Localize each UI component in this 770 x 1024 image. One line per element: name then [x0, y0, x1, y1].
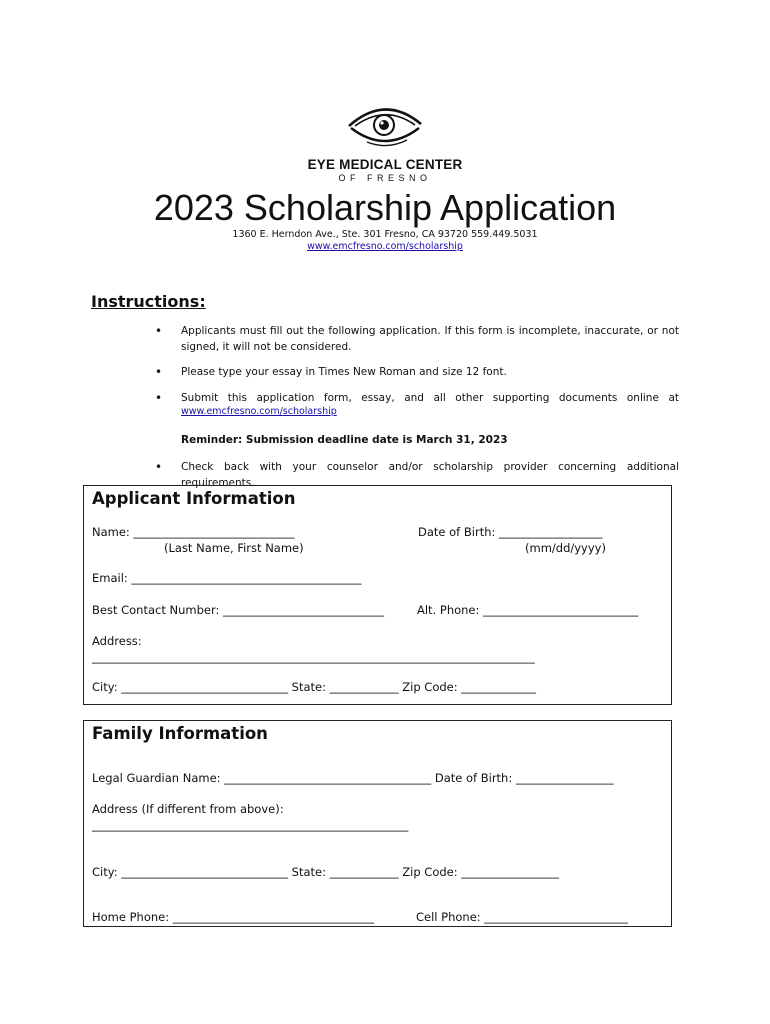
family-city-state-zip-field[interactable]: City: _____________________________ State: ____________ Zip Code: _________________	[92, 865, 560, 879]
city-state-zip-field[interactable]: City: _____________________________ State: ____________ Zip Code: _____________	[92, 680, 537, 694]
reminder-text: Reminder: Submission deadline date is March 31, 2023	[181, 434, 508, 446]
instruction-item-1: Applicants must fill out the following application. If this form is incomplete, inaccurate, or not signed, it will not be considered.	[181, 325, 679, 353]
instructions-heading: Instructions:	[91, 292, 206, 311]
bullet-3: •	[155, 391, 163, 405]
family-info-heading: Family Information	[92, 724, 268, 743]
name-hint: (Last Name, First Name)	[164, 541, 304, 555]
family-address-field[interactable]: _______________________________________________________	[92, 818, 409, 832]
address-line: 1360 E. Herndon Ave., Ste. 301 Fresno, CA 93720 559.449.5031	[232, 229, 538, 240]
applicant-info-heading: Applicant Information	[92, 489, 296, 508]
instruction-item-2: Please type your essay in Times New Roman and size 12 font.	[181, 366, 507, 378]
instruction-link-line	[181, 404, 679, 420]
family-address-label: Address (If different from above):	[92, 802, 284, 816]
eye-logo-icon	[345, 100, 425, 150]
bullet-1: •	[155, 324, 163, 338]
email-field[interactable]: Email: ________________________________________	[92, 571, 362, 585]
guardian-field[interactable]: Legal Guardian Name: ____________________________________ Date of Birth: _________________	[92, 771, 614, 785]
bullet-4: •	[155, 460, 163, 474]
address-field[interactable]: _____________________________________________________________________________	[92, 650, 535, 664]
bullet-2: •	[155, 365, 163, 379]
page-title: 2023 Scholarship Application	[153, 187, 617, 228]
home-phone-field[interactable]: Home Phone: ___________________________________	[92, 910, 375, 924]
instruction-item-4: Check back with your counselor and/or scholarship provider concerning additional requirements.	[181, 461, 679, 489]
website-link[interactable]: www.emcfresno.com/scholarship	[307, 241, 463, 252]
instruction-link[interactable]: www.emcfresno.com/scholarship	[181, 406, 337, 417]
logo	[0, 100, 770, 184]
dob-hint: (mm/dd/yyyy)	[525, 541, 606, 555]
applicant-info-section	[83, 485, 672, 705]
logo-name: EYE MEDICAL CENTER	[307, 157, 463, 172]
website-line	[0, 241, 770, 253]
contact-number-field[interactable]: Best Contact Number: ____________________________	[92, 603, 385, 617]
name-field[interactable]: Name: ____________________________	[92, 525, 295, 539]
alt-phone-field[interactable]: Alt. Phone: ___________________________	[417, 603, 639, 617]
logo-subtitle: OF FRESNO	[338, 173, 432, 183]
family-info-section	[83, 720, 672, 927]
address-label: Address:	[92, 634, 142, 648]
cell-phone-field[interactable]: Cell Phone: _________________________	[416, 910, 629, 924]
dob-field[interactable]: Date of Birth: __________________	[418, 525, 603, 539]
instruction-item-3: Submit this application form, essay, and all other supporting documents online at	[181, 392, 679, 404]
